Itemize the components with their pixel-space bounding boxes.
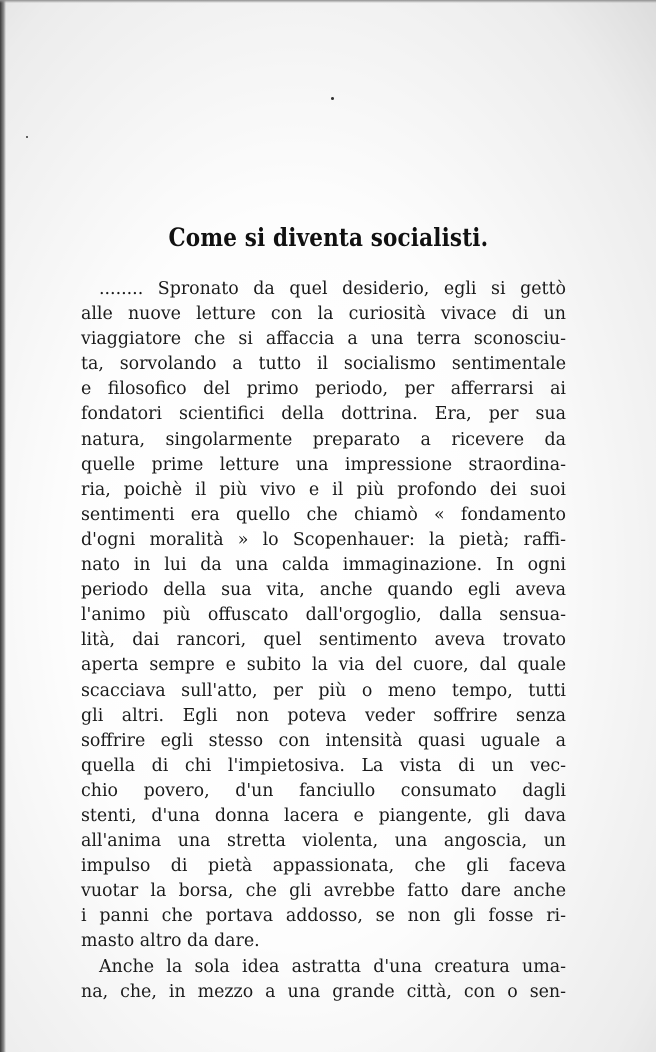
text-line: sentimenti era quello che chiamò « fondamento	[81, 504, 566, 525]
scan-speck	[331, 97, 334, 100]
text-line: soffrire egli stesso con intensità quasi uguale a	[81, 730, 566, 751]
page-top-edge	[0, 0, 656, 3]
text-line: ........ Spronato da quel desiderio, egli si gettò	[99, 279, 566, 299]
text-line: ta, sorvolando a tutto il socialismo sentimentale	[81, 354, 566, 375]
text-line: alle nuove letture con la curiosità vivace di un	[81, 304, 566, 325]
chapter-title: Come si diventa socialisti.	[168, 223, 489, 252]
text-line: l'animo più offuscato dall'orgoglio, dalla sensua-	[81, 605, 566, 626]
text-line: all'anima una stretta violenta, una angoscia, un	[81, 831, 566, 852]
text-line: e filosofico del primo periodo, per afferrarsi ai	[81, 379, 566, 400]
text-line: stenti, d'una donna lacera e piangente, gli dava	[81, 805, 566, 826]
text-line: chio povero, d'un fanciullo consumato dagli	[81, 780, 566, 801]
text-line: fondatori scientifici della dottrina. Era, per sua	[81, 404, 566, 425]
text-line: d'ogni moralità » lo Scopenhauer: la pietà; raffi-	[81, 529, 566, 550]
text-line: Anche la sola idea astratta d'una creatura uma-	[99, 956, 566, 977]
scan-speck	[26, 136, 28, 138]
text-line: vuotar la borsa, che gli avrebbe fatto dare anche	[81, 881, 566, 902]
text-line: lità, dai rancori, quel sentimento aveva trovato	[81, 630, 566, 651]
text-line: masto altro da dare.	[81, 931, 260, 952]
text-line: impulso di pietà appassionata, che gli faceva	[81, 856, 566, 877]
text-line: natura, singolarmente preparato a ricevere da	[81, 429, 566, 450]
text-line: quella di chi l'impietosiva. La vista di un vec-	[81, 755, 566, 776]
text-line: viaggiatore che si affaccia a una terra sconosciu-	[81, 329, 566, 350]
text-line: quelle prime letture una impressione straordina-	[81, 454, 566, 475]
text-line: i panni che portava addosso, se non gli fosse ri-	[81, 906, 566, 927]
text-line: na, che, in mezzo a una grande città, con o sen-	[81, 981, 566, 1002]
paragraph-1	[81, 277, 566, 955]
paragraph-2	[81, 955, 566, 1005]
body-text	[81, 277, 566, 1005]
text-line: gli altri. Egli non poteva veder soffrire senza	[81, 705, 566, 726]
text-line: nato in lui da una calda immaginazione. In ogni	[81, 555, 566, 576]
text-line: scacciava sull'atto, per più o meno tempo, tutti	[81, 680, 566, 701]
text-line: aperta sempre e subito la via del cuore, dal quale	[81, 655, 566, 676]
text-line: periodo della sua vita, anche quando egli aveva	[81, 580, 566, 601]
page-binding-edge	[0, 0, 6, 1052]
text-line: ria, poichè il più vivo e il più profondo dei suoi	[81, 479, 566, 500]
